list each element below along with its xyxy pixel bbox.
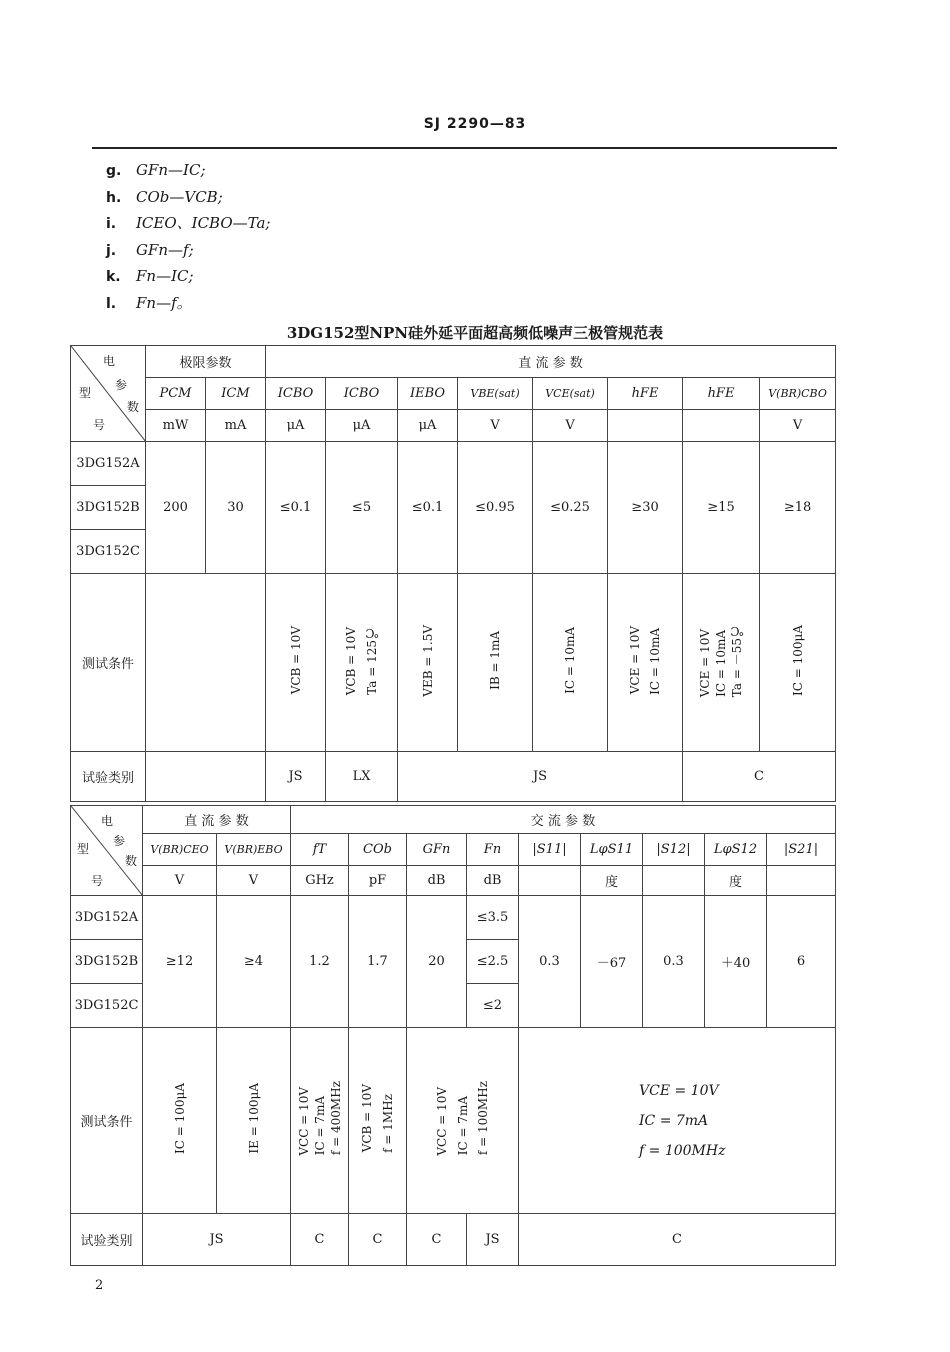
param-header: GFn: [407, 834, 467, 866]
model-label: 3DG152A: [71, 896, 143, 940]
value-cell: 0.3: [643, 896, 705, 1028]
corner-header: 电 参 数 型 号: [71, 806, 143, 896]
unit-cell: 度: [705, 866, 767, 896]
value-cell: ≥4: [217, 896, 291, 1028]
fn-value: ≤2: [467, 984, 519, 1028]
value-cell: 200: [146, 442, 206, 574]
category-cell: C: [407, 1214, 467, 1266]
list-item: j. GFn—f;: [106, 240, 194, 259]
value-cell: ≤0.1: [398, 442, 458, 574]
category-cell: C: [683, 752, 836, 802]
value-cell: 20: [407, 896, 467, 1028]
cond-cell: VCC = 10V IC = 7mA f = 100MHz: [407, 1028, 519, 1214]
model-label: 3DG152C: [71, 984, 143, 1028]
table-title: 3DG152型NPN硅外延平面超高频低噪声三极管规范表: [286, 324, 664, 342]
category-cell: JS: [266, 752, 326, 802]
unit-cell: [519, 866, 581, 896]
spec-table-1: [70, 345, 836, 802]
cond-cell: VCE = 10V IC = 10mA: [608, 574, 683, 752]
unit-cell: μA: [398, 410, 458, 442]
value-cell: ≤5: [326, 442, 398, 574]
cond-cell: VEB = 1.5V: [398, 574, 458, 752]
model-label: 3DG152C: [71, 530, 146, 574]
doc-header: SJ 2290—83: [423, 116, 527, 132]
category-label: 试验类别: [71, 1214, 143, 1266]
param-header: V(BR)CEO: [143, 834, 217, 866]
unit-cell: pF: [349, 866, 407, 896]
param-header: LφS12: [705, 834, 767, 866]
unit-cell: [683, 410, 760, 442]
unit-cell: μA: [266, 410, 326, 442]
value-cell: 0.3: [519, 896, 581, 1028]
conditions-label: 测试条件: [71, 1028, 143, 1214]
model-label: 3DG152B: [71, 486, 146, 530]
category-cell: JS: [398, 752, 683, 802]
param-header: VCE(sat): [533, 378, 608, 410]
header-rule: [92, 147, 837, 149]
group-limit: 极限参数: [146, 346, 266, 378]
param-header: Fn: [467, 834, 519, 866]
list-item: g. GFn—IC;: [106, 161, 206, 179]
category-cell: C: [349, 1214, 407, 1266]
category-cell: LX: [326, 752, 398, 802]
curve-list: [106, 158, 271, 317]
fn-value: ≤3.5: [467, 896, 519, 940]
cond-cell: IC = 10mA: [533, 574, 608, 752]
cond-cell: IC = 100μA: [143, 1028, 217, 1214]
unit-cell: V: [217, 866, 291, 896]
value-cell: 1.2: [291, 896, 349, 1028]
value-cell: 6: [767, 896, 836, 1028]
category-cell: C: [291, 1214, 349, 1266]
param-header: V(BR)CBO: [760, 378, 836, 410]
unit-cell: V: [458, 410, 533, 442]
unit-cell: μA: [326, 410, 398, 442]
value-cell: ≥18: [760, 442, 836, 574]
value-cell: －67: [581, 896, 643, 1028]
param-header: PCM: [146, 378, 206, 410]
list-item: h. COb—VCB;: [106, 187, 223, 206]
unit-cell: V: [760, 410, 836, 442]
list-item: l. Fn—f。: [106, 293, 192, 312]
cond-cell: IB = 1mA: [458, 574, 533, 752]
param-header: |S11|: [519, 834, 581, 866]
unit-cell: dB: [407, 866, 467, 896]
unit-cell: V: [143, 866, 217, 896]
category-cell: JS: [143, 1214, 291, 1266]
cond-cell: IE = 100μA: [217, 1028, 291, 1214]
category-cell: JS: [467, 1214, 519, 1266]
group-ac: 交 流 参 数: [291, 806, 836, 834]
value-cell: ≥12: [143, 896, 217, 1028]
value-cell: ≥30: [608, 442, 683, 574]
unit-cell: [767, 866, 836, 896]
conditions-label: 测试条件: [71, 574, 146, 752]
fn-value: ≤2.5: [467, 940, 519, 984]
param-header: ICBO: [266, 378, 326, 410]
group-dc: 直 流 参 数: [143, 806, 291, 834]
cond-cell: IC = 100μA: [760, 574, 836, 752]
param-header: V(BR)EBO: [217, 834, 291, 866]
list-item: k. Fn—IC;: [106, 267, 194, 285]
value-cell: 30: [206, 442, 266, 574]
param-header: hFE: [683, 378, 760, 410]
corner-header: 电 参 数 型 号: [71, 346, 146, 442]
value-cell: ≤0.25: [533, 442, 608, 574]
group-dc: 直 流 参 数: [266, 346, 836, 378]
param-header: LφS11: [581, 834, 643, 866]
unit-cell: dB: [467, 866, 519, 896]
cond-cell: VCE = 10V IC = 7mA f = 100MHz: [519, 1028, 836, 1214]
param-header: IEBO: [398, 378, 458, 410]
param-header: |S12|: [643, 834, 705, 866]
spec-table-2: [70, 805, 836, 1266]
param-header: VBE(sat): [458, 378, 533, 410]
unit-cell: 度: [581, 866, 643, 896]
cond-cell: VCC = 10V IC = 7mA f = 400MHz: [291, 1028, 349, 1214]
param-header: ICBO: [326, 378, 398, 410]
value-cell: ≥15: [683, 442, 760, 574]
category-cell: [146, 752, 266, 802]
cond-cell: VCE = 10V IC = 10mA Ta = －55℃: [683, 574, 760, 752]
value-cell: ≤0.1: [266, 442, 326, 574]
value-cell: ≤0.95: [458, 442, 533, 574]
param-header: |S21|: [767, 834, 836, 866]
cond-cell: VCB = 10V Ta = 125℃: [326, 574, 398, 752]
cond-cell: VCB = 10V f = 1MHz: [349, 1028, 407, 1214]
model-label: 3DG152B: [71, 940, 143, 984]
category-label: 试验类别: [71, 752, 146, 802]
category-cell: C: [519, 1214, 836, 1266]
cond-cell: [146, 574, 266, 752]
list-item: i. ICEO、ICBO—Ta;: [106, 214, 271, 232]
unit-cell: V: [533, 410, 608, 442]
param-header: ICM: [206, 378, 266, 410]
page-number: 2: [95, 1278, 104, 1293]
unit-cell: mA: [206, 410, 266, 442]
model-label: 3DG152A: [71, 442, 146, 486]
param-header: COb: [349, 834, 407, 866]
param-header: hFE: [608, 378, 683, 410]
value-cell: 1.7: [349, 896, 407, 1028]
cond-cell: VCB = 10V: [266, 574, 326, 752]
unit-cell: mW: [146, 410, 206, 442]
value-cell: ＋40: [705, 896, 767, 1028]
unit-cell: GHz: [291, 866, 349, 896]
param-header: fT: [291, 834, 349, 866]
unit-cell: [608, 410, 683, 442]
unit-cell: [643, 866, 705, 896]
